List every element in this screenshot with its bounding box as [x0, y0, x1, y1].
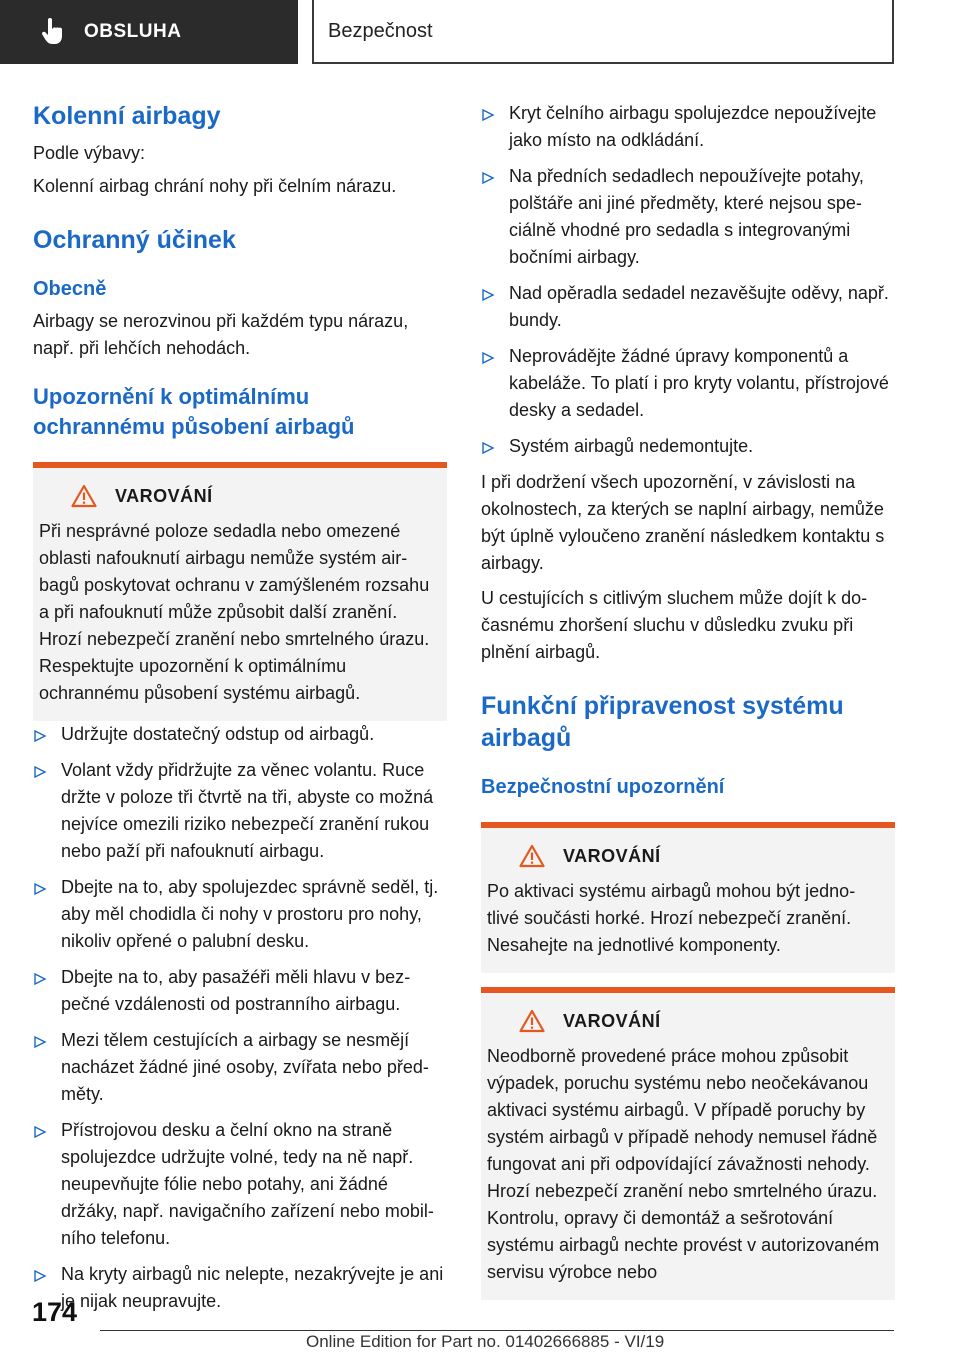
bullet-list [33, 721, 447, 1315]
footer-edition: Online Edition for Part no. 01402666885 - VI/19 [306, 1332, 665, 1351]
list-item-text: Kryt čelního airbagu spolujezdce nepoužívejte jako místo na odkládání. [509, 103, 877, 150]
list-item [33, 1261, 447, 1315]
list-item-text: Udržujte dostatečný odstup od airbagů. [61, 724, 375, 744]
subsection-title-safety: Bezpečnostní upozornění [481, 776, 725, 798]
list-item [33, 757, 447, 865]
bullet-list [481, 100, 895, 460]
arrow-bullet-icon [33, 765, 47, 779]
arrow-bullet-icon [481, 441, 495, 455]
warning-header [519, 1009, 881, 1033]
list-item-text: Volant vždy přidržujte za věnec volantu. Ruce držte v poloze tři čtvrtě na tři, abyste co možná nejvíce omezili riziko nebezpečí zranění rukou nebo paží při nafouknutí airbagu. [61, 760, 434, 861]
list-item [33, 1117, 447, 1252]
list-item [33, 964, 447, 1018]
left-column [33, 100, 447, 1324]
paragraph: I při dodržení všech upozornění, v závislosti na okolnostech, za kterých se naplní airbagy, nemůže být úplně vyloučeno zranění následkem kontaktu s airbagy. [481, 472, 885, 573]
arrow-bullet-icon [33, 1269, 47, 1283]
warning-box [33, 462, 447, 721]
list-item [481, 100, 895, 154]
warning-box [481, 822, 895, 973]
warning-text: Neodborně provedené práce mohou způsobit výpadek, poruchu systému nebo neočekávanou aktivaci systému airbagů. V případě poruchy by systém airbagů v případě nehody nemusel řádně fungovat ani při odpovídající závažnosti nehody. Hrozí nebezpečí zranění nebo smrtelného úrazu. Kontrolu, opravy či demontáž a sešrotování systému airbagů nechte provést v autorizovaném servisu výrobce nebo [487, 1046, 880, 1282]
arrow-bullet-icon [481, 288, 495, 302]
paragraph: Podle výbavy: [33, 143, 146, 163]
header-tab-label: OBSLUHA [84, 21, 182, 42]
list-item [481, 280, 895, 334]
chapter-title: Bezpečnost [328, 19, 433, 42]
warning-header [519, 844, 881, 868]
arrow-bullet-icon [33, 1035, 47, 1049]
arrow-bullet-icon [481, 108, 495, 122]
list-item [481, 163, 895, 271]
chapter-header [312, 0, 894, 64]
right-column [481, 100, 895, 1300]
paragraph: U cestujících s citlivým sluchem může dojít k dočasnému zhoršení sluchu v důsledku zvuku při plnění airbagů. [481, 588, 868, 662]
warning-triangle-icon [71, 484, 97, 508]
section-title-protective-effect: Ochranný účinek [33, 226, 236, 254]
warning-title: VAROVÁNÍ [563, 845, 661, 866]
list-item-text: Na kryty airbagů nic nelepte, nezakrývejte je ani je nijak neupravujte. [61, 1264, 444, 1311]
list-item-text: Dbejte na to, aby spolujezdec správně seděl, tj. aby měl chodidla či nohy v prostoru pro nohy, nikoliv opřené o palubní desku. [61, 877, 439, 951]
page-number: 174 [32, 1297, 78, 1327]
paragraph: Kolenní airbag chrání nohy při čelním nárazu. [33, 176, 397, 196]
arrow-bullet-icon [481, 171, 495, 185]
section-title-functional-readiness: Funkční připravenost systému airbagů [481, 692, 844, 752]
list-item-text: Neprovádějte žádné úpravy komponentů a kabeláže. To platí i pro kryty volantu, přístrojové desky a sedadel. [509, 346, 889, 420]
list-item [481, 433, 895, 460]
warning-title: VAROVÁNÍ [115, 485, 213, 506]
list-item [33, 1027, 447, 1108]
list-item-text: Nad opěradla sedadel nezavěšujte oděvy, např. bundy. [509, 283, 889, 330]
list-item [33, 874, 447, 955]
list-item-text: Systém airbagů nedemontujte. [509, 436, 754, 456]
arrow-bullet-icon [33, 729, 47, 743]
subsection-title-general: Obecně [33, 278, 107, 300]
footer-divider [100, 1330, 894, 1331]
arrow-bullet-icon [481, 351, 495, 365]
list-item-text: Na předních sedadlech nepoužívejte potahy, polštáře ani jiné předměty, které nejsou speciálně vhodné pro sedadla s integrovanými bočními airbagy. [509, 166, 864, 267]
warning-text: Po aktivaci systému airbagů mohou být jednotlivé součásti horké. Hrozí nebezpečí zranění. Nesahejte na jednotlivé komponenty. [487, 881, 856, 955]
paragraph: Airbagy se nerozvinou při každém typu nárazu, např. při lehčích nehodách. [33, 311, 409, 358]
list-item-text: Dbejte na to, aby pasažéři měli hlavu v bezpečné vzdálenosti od postranního airbagu. [61, 967, 411, 1014]
warning-box [481, 987, 895, 1300]
section-title-knee-airbags: Kolenní airbagy [33, 102, 221, 130]
list-item-text: Přístrojovou desku a čelní okno na straně spolujezdce udržujte volné, tedy na ně např. neupevňujte fólie nebo potahy, ani žádné držáky, např. navigačního zařízení nebo mobilního telefonu. [61, 1120, 434, 1248]
list-item [481, 343, 895, 424]
list-item-text: Mezi tělem cestujících a airbagy se nesmějí nacházet žádné jiné osoby, zvířata nebo předměty. [61, 1030, 429, 1104]
warning-text: Při nesprávné poloze sedadla nebo omezené oblasti nafouknutí airbagu nemůže systém airbagů poskytovat ochranu v zamýšleném rozsahu a při nafouknutí může způsobit další zranění. Hrozí nebezpečí zranění nebo smrtelného úrazu. Respektujte upozornění k optimálnímu ochrannému působení systému airbagů. [39, 521, 430, 703]
warning-triangle-icon [519, 844, 545, 868]
warning-header [71, 484, 433, 508]
arrow-bullet-icon [33, 882, 47, 896]
list-item [33, 721, 447, 748]
arrow-bullet-icon [33, 1125, 47, 1139]
hand-pointer-icon [40, 18, 64, 46]
subsection-title-warnings: Upozornění k optimálnímu ochrannému působení airbagů [33, 384, 355, 439]
arrow-bullet-icon [33, 972, 47, 986]
warning-triangle-icon [519, 1009, 545, 1033]
header-tab[interactable] [0, 0, 298, 64]
warning-title: VAROVÁNÍ [563, 1010, 661, 1031]
